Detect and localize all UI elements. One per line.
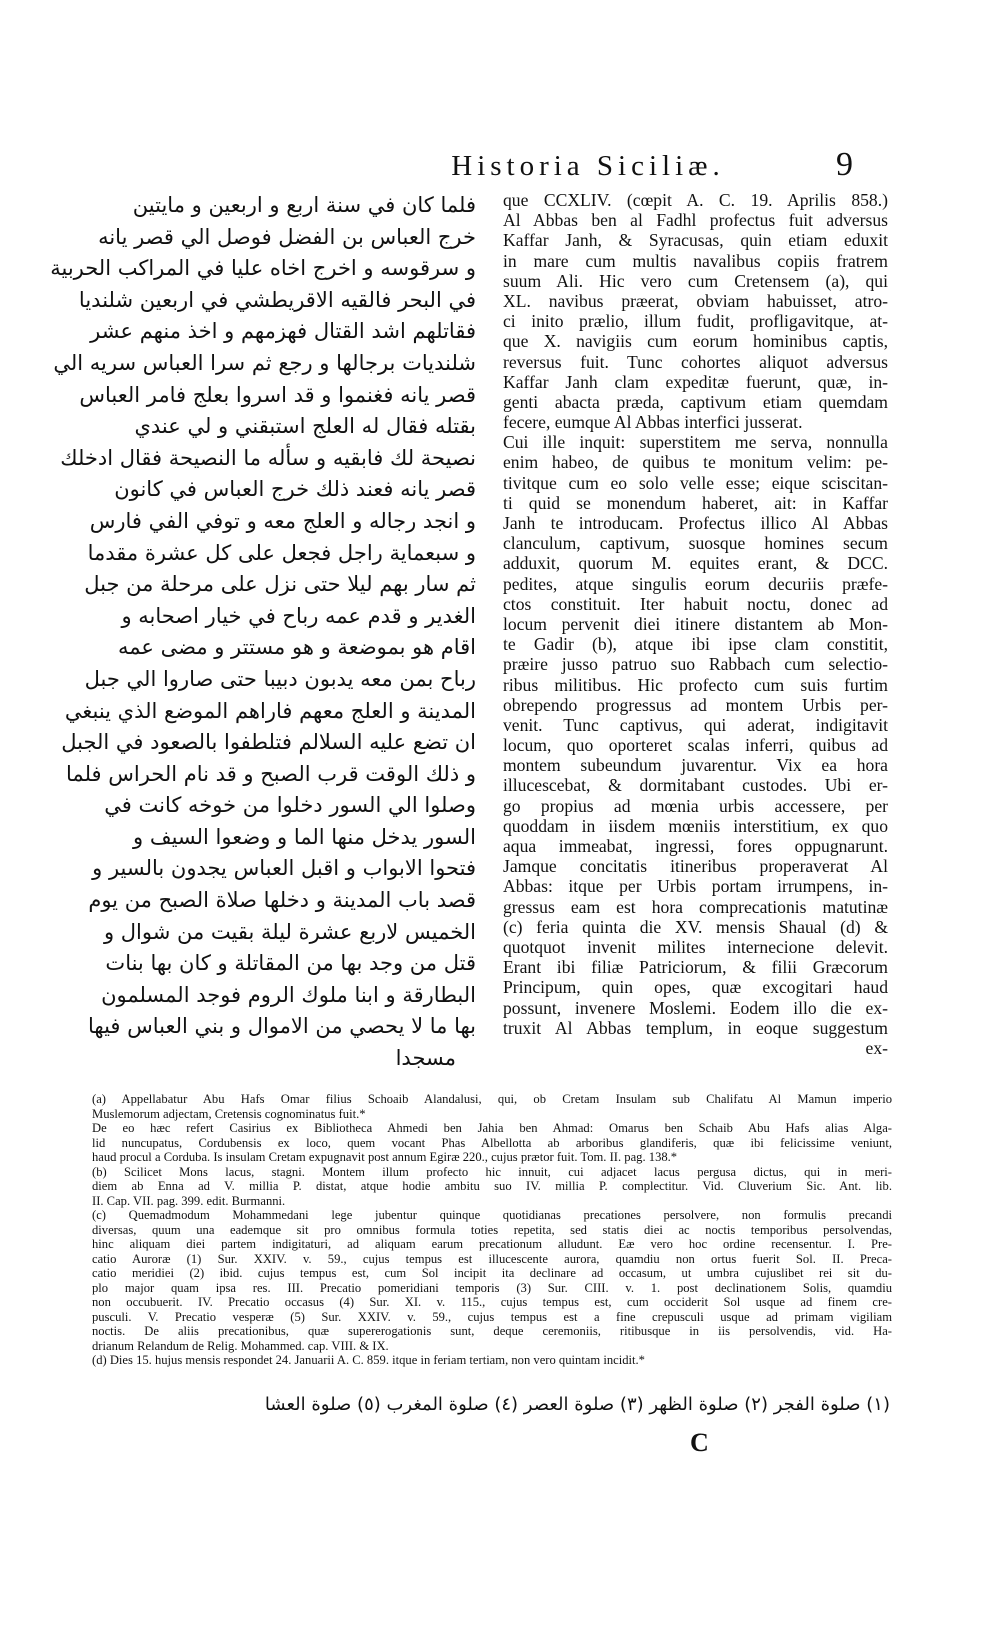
arabic-text-line: ان تضع عليه السلالم فتلطفوا بالصعود في الجبل — [61, 730, 476, 755]
footnote-line: haud procul a Corduba. Is insulam Cretam expugnavit post annum Egiræ 220., cujus prætor fuit. Tom. II. pag. 138.* — [92, 1150, 678, 1164]
arabic-text-column — [50, 190, 476, 1075]
arabic-text-line: رباح بمن معه يدبون دبيبا حتى صاروا الي جبل — [84, 666, 476, 691]
arabic-text-line: فتحوا الابواب و اقبل العباس يجدون بالسير و — [92, 856, 476, 881]
latin-text-line: aqua immeabat, ingressi, fores oppugnarunt. — [503, 836, 888, 856]
arabic-text-line: فلما كان في سنة اربع و اربعين و مايتين — [132, 193, 476, 217]
latin-text-line: Cui ille inquit: superstitem me serva, nonnulla — [503, 432, 888, 453]
latin-text-line: possunt, invenere Moslemi. Eodem illo die ex- — [503, 997, 888, 1018]
latin-text-line: ribus militibus. Hic profecto cum suis furtim — [503, 674, 888, 695]
page-number: 9 — [836, 146, 853, 183]
latin-text-line: genti abacta præda, captivum etiam quemdam — [503, 391, 888, 412]
latin-text-line: fecere, eumque Al Abbas interfici jusserat. — [503, 412, 803, 433]
footnote-line: (d) Dies 15. hujus mensis respondet 24. Januarii A. C. 859. itque in feriam tertiam, non vero quintam incidit.* — [92, 1353, 645, 1367]
footnote-line: De eo hæc refert Casirius ex Bibliotheca Ahmedi ben Jahia ben Ahmad: Omarus ben Schaib Abu Hafs alias Alga- — [92, 1121, 892, 1135]
latin-text-line: Kaffar Janh, & Syracusas, quin etiam eduxit — [503, 230, 888, 251]
latin-text-line: que CCXLIV. (cœpit A. C. 19. Aprilis 858.) — [503, 190, 888, 210]
arabic-text-line: و سرقوسه و اخرج اخاه عليا في المراكب الحربية — [50, 256, 476, 281]
footnote-line: (c) Quemadmodum Mohammedani lege jubentur quinque quotidianas precationes persolvere, non formulis precandi — [92, 1208, 892, 1222]
arabic-text-line: و سبعماية راجل فجعل على كل عشرة مقدما — [87, 540, 476, 565]
arabic-text-line: اقام هو بموضعة و هو مستتر و مضى عمه — [118, 635, 476, 660]
arabic-text-line: قصد باب المدينة و دخلها صلاة الصبح من يوم — [88, 888, 476, 913]
signature-mark: C — [690, 1428, 709, 1457]
prayer-names-arabic: (١) صلوة الفجر (٢) صلوة الظهر (٣) صلوة العصر (٤) صلوة المغرب (٥) صلوة العشا — [264, 1394, 890, 1415]
latin-text-line: adduxit, quorum M. equites erant, & DCC. — [503, 553, 888, 574]
footnote-line: Muslemorum adjectam, Cretensis cognominatus fuit.* — [92, 1106, 366, 1121]
latin-text-line: quotquot invenit milites internecione delevit. — [503, 936, 888, 957]
footnote-line: pusculi. V. Precatio vesperæ (5) Sur. XXIV. v. 59., cujus tempus est a fine crepusculi usque ad primam vigiliam — [92, 1309, 892, 1324]
footnote-line: noctis. De aliis precationibus, quæ supererogationis sunt, deque ceremoniis, ritibusque in iis persolvendis, vid. Ha- — [92, 1324, 892, 1338]
latin-text-line: Janh te introducam. Profectus illico Al Abbas — [503, 513, 888, 533]
latin-text-line: clanculum, captivum, suosque homines secum — [503, 533, 888, 554]
latin-text-line: Principum, quin opes, quæ excogitari haud — [503, 977, 888, 998]
arabic-text-line: و ذلك الوقت قرب الصبح و قد نام الحراس فلما — [66, 761, 476, 786]
latin-text-line: venit. Tunc captivus, qui aderat, indigitavit — [503, 714, 888, 735]
footnote-line: (a) Appellabatur Abu Hafs Omar filius Schoaib Alandalusi, qui, ob Cretam Insulam sub Chalifatu Al Mamun imperio — [92, 1092, 892, 1106]
arabic-text-line: بها ما لا يحصي من الاموال و بني العباس فيها — [88, 1014, 476, 1039]
footnote-line: catio Auroræ (1) Sur. XXIV. v. 59., cujus tempus est illucescente aurora, quamdiu non ortus fuerit Sol. II. Preca- — [92, 1251, 892, 1266]
latin-text-line: ex- — [865, 1037, 888, 1058]
latin-text-line: enim habeo, de quibus te monitum velim: pe- — [503, 452, 888, 473]
latin-text-line: go propius ad mœnia urbis accessere, per — [503, 795, 888, 816]
latin-text-line: (c) feria quinta die XV. mensis Shaual (d) & — [503, 916, 888, 937]
latin-text-line: tivitque cum eo solo velle esse; eique sciscitan- — [503, 472, 888, 493]
arabic-text-line: السور يدخل منها الما و وضعوا السيف و — [133, 824, 476, 849]
latin-text-column — [503, 190, 888, 1058]
arabic-text-line: و انجد رجاله و العلج معه و توفي الفي فارس — [89, 508, 476, 533]
latin-text-line: pedites, atque singulis eorum decuriis præfe- — [503, 573, 888, 594]
latin-text-line: præire jusso patruo suo Rabbach cum selectio- — [503, 654, 888, 675]
latin-text-line: in mare cum multis navalibus copiis fratrem — [503, 250, 888, 271]
footnote-line: diem ab Enna ad V. millia P. distat, atque hodie ambitu suo IV. millia P. complectitur. Vid. Cluverium Sic. Ant. lib. — [92, 1179, 892, 1193]
footnote-line: diversas, quum una eademque sit pro omnibus formula toties repetita, sed statis diei ac noctis temporibus persolvendas, — [92, 1222, 892, 1237]
footnote-line: lid nuncupatus, Cordubensis ex loco, quem vocant Phas Albellotta ab arboribus glandiferis, quæ ibi felicissime veniunt, — [92, 1135, 892, 1150]
latin-text-line: gressus eam est hora comprecationis matutinæ — [503, 896, 888, 917]
latin-text-line: ti quid se monendum haberet, ait: in Kaffar — [503, 492, 888, 513]
latin-text-line: locum pervenit diei itinere distantem ab Mon- — [503, 613, 888, 634]
latin-text-line: ctos constituit. Iter habuit noctu, donec ad — [503, 593, 888, 614]
latin-text-line: quoddam in iisdem mœniis interstitium, ex quo — [503, 815, 888, 836]
footnote-line: catio meridiei (2) ibid. cujus tempus est, cum Sol incipit ita declinare ad occasum, ut umbra cujuslibet rei sit du- — [92, 1266, 892, 1280]
arabic-text-line: في البحر فالقيه الاقريطشي في اربعين شلنديا — [78, 287, 476, 312]
arabic-text-line: قصر يانه فعند ذلك خرج العباس في كانون — [114, 477, 476, 502]
footnote-line: non occubuerit. IV. Precatio occasus (4) Sur. XI. v. 115., cujus tempus est, cum occiderit Sol usque ad finem cre- — [92, 1295, 892, 1309]
latin-text-line: suum Ali. Hic vero cum Cretensem (a), qui — [503, 270, 888, 291]
footnotes — [92, 1092, 892, 1368]
footnote-line: (b) Scilicet Mons lacus, stagni. Montem illum profecto hic innuit, cui adjacet lacus pergusa dictus, qui in meri- — [92, 1164, 892, 1179]
latin-text-line: Al Abbas ben al Fadhl profectus fuit adversus — [503, 210, 888, 231]
arabic-text-line: بقتله فقال له العلج استبقني و لي عندي — [134, 414, 476, 439]
latin-text-line: truxit Al Abbas templum, in eoque suggestum — [503, 1017, 888, 1038]
arabic-text-line: المدينة و العلج معهم فاراهم الموضع الذي ينبغي — [64, 698, 476, 723]
latin-text-line: Kaffar Janh clam expeditæ fuerunt, quæ, in- — [503, 371, 888, 392]
arabic-text-line: قصر يانه فغنموا و قد اسروا بعلج فامر العباس — [79, 382, 476, 407]
footnote-line: hinc aliquam diei partem indigitaturi, ad aliquam earum precationum alludunt. Eæ vero hoc ordine recensentur. I. Pre- — [92, 1237, 892, 1251]
footnote-line: plo major quam ipsa res. III. Precatio pomeridiani temporis (3) Sur. CIII. v. 1. post declinationem Solis, quamdiu — [92, 1280, 892, 1295]
arabic-text-line: مسجدا — [395, 1046, 456, 1071]
latin-text-line: illucescebat, & dormitabant custodes. Ubi er- — [503, 775, 888, 796]
latin-text-line: te Gadir (b), atque ibi ipse clam constitit, — [503, 634, 888, 655]
arabic-text-line: قتل من وجد بها من المقاتلة و كان بها بنات — [105, 951, 476, 976]
latin-text-line: XL. navibus præerat, obviam habuisset, atro- — [503, 290, 888, 311]
footnote-line: II. Cap. VII. pag. 399. edit. Burmanni. — [92, 1193, 286, 1208]
arabic-text-line: ثم سار بهم ليلا حتى نزل على مرحلة من جبل — [84, 572, 476, 597]
arabic-text-line: خرج العباس بن الفضل فوصل الي قصر يانه — [98, 224, 476, 249]
arabic-text-line: وصلوا الي السور دخلوا من خوخه كانت في — [104, 793, 476, 818]
latin-text-line: ci inito prælio, illum fudit, profligavitque, at- — [503, 311, 888, 332]
latin-text-line: obrependo progressus ad montem Urbis per- — [503, 694, 888, 715]
arabic-text-line: الغدير و قدم عمه رباح في خيار اصحابه و — [121, 603, 476, 628]
latin-text-line: Jamque concitatis itineribus properaverat Al — [503, 856, 888, 877]
running-head-title: Historia Siciliæ. — [451, 150, 725, 182]
latin-text-line: locum, quo oporteret scalas inferri, quibus ad — [503, 735, 888, 756]
latin-text-line: Erant ibi filiæ Patriciorum, & filii Græcorum — [503, 957, 888, 978]
arabic-text-line: البطارقة و ابنا ملوك الروم فوجد المسلمون — [101, 982, 476, 1007]
arabic-text-line: شلنديات برجالها و رجع ثم سرا العباس سريه الي — [53, 350, 476, 375]
latin-text-line: que X. navigiis cum eorum hominibus captis, — [503, 331, 888, 352]
arabic-text-line: فقاتلهم اشد القتال فهزمهم و اخذ منهم عشر — [90, 319, 476, 344]
latin-text-line: reversus fuit. Tunc cohortes aliquot adversus — [503, 351, 888, 372]
footnote-line: drianum Relandum de Relig. Mohammed. cap. VIII. & IX. — [92, 1338, 389, 1353]
arabic-text-line: الخميس لاربع عشرة ليلة بقيت من شوال و — [103, 919, 476, 944]
latin-text-line: montem subeundum juvarentur. Vix ea hora — [503, 755, 888, 776]
arabic-text-line: نصيحة لك فابقيه و سأله ما النصيحة فقال ادخلك — [60, 445, 476, 470]
latin-text-line: Abbas: itque per Urbis portam irrumpens, in- — [503, 876, 888, 897]
